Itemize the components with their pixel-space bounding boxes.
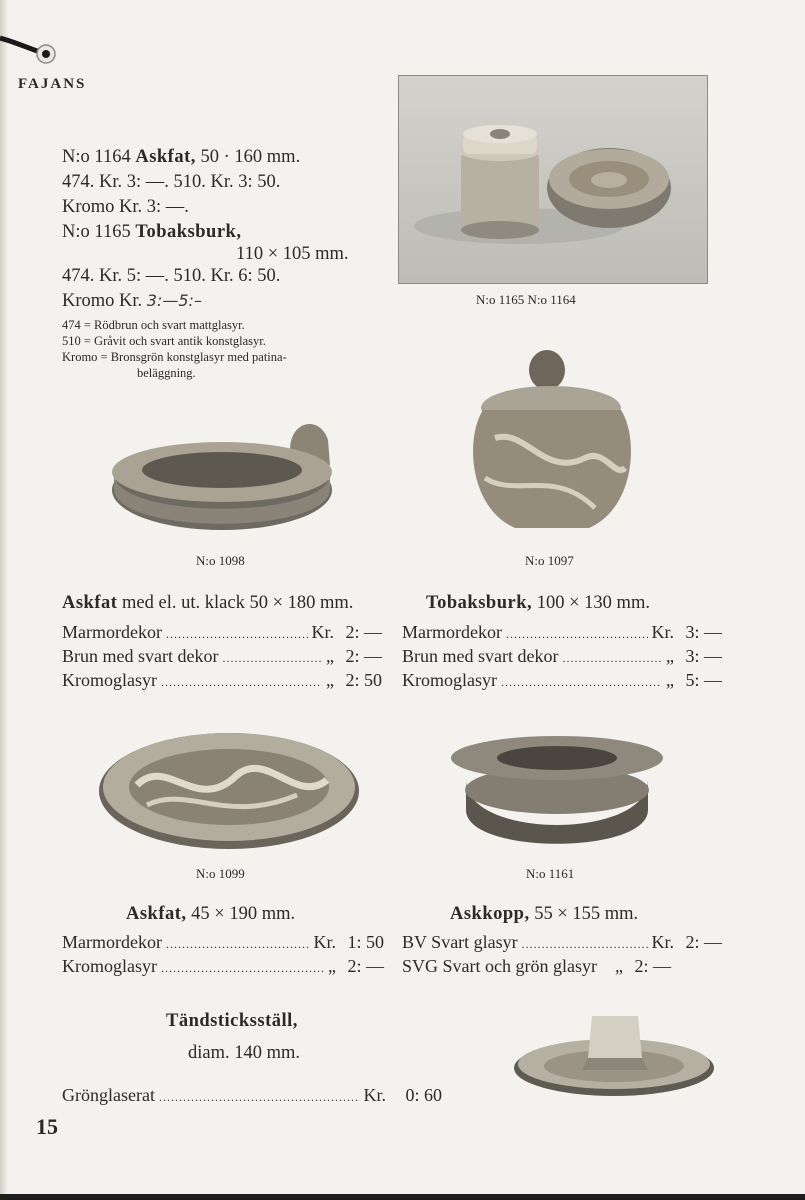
- glaze-note-kromo: Kromo = Bronsgrön konstglasyr med patina-: [62, 350, 287, 364]
- jar-and-ashtray-image: [399, 76, 707, 283]
- tobaksburk-title: Tobaksburk, 100 × 130 mm.: [426, 593, 650, 613]
- askkopp-pricelist: [402, 932, 722, 976]
- item-1165-line3: 474. Kr. 5: —. 510. Kr. 6: 50.: [62, 266, 281, 286]
- caption-1098: N:o 1098: [196, 553, 245, 568]
- glaze-note-510: 510 = Gråvit och svart antik konstglasyr.: [62, 334, 266, 348]
- item-1164-line2: 474. Kr. 3: —. 510. Kr. 3: 50.: [62, 172, 281, 192]
- askfat-klack-pricelist: [62, 622, 382, 694]
- tandsticksstall-title: Tändsticksställ,: [166, 1011, 298, 1031]
- price-row: Marmordekor ..... Kr. 1: 50: [62, 932, 384, 956]
- caption-1165-1164: N:o 1165 N:o 1164: [476, 292, 576, 307]
- match-holder-image: [512, 1010, 716, 1100]
- tobacco-jar-1097-image: [465, 348, 643, 538]
- caption-1099: N:o 1099: [196, 866, 245, 881]
- askfat-45-title: Askfat, 45 × 190 mm.: [126, 904, 296, 924]
- price-row: SVG Svart och grön glasyr „ 2: —: [402, 956, 671, 976]
- marbled-ashtray-1099-image: [97, 725, 361, 853]
- price-row: Kromoglasyr ..... „ 2: —: [62, 956, 384, 980]
- page-edge: [0, 0, 8, 1200]
- glaze-note-kromo-cont: beläggning.: [137, 366, 196, 380]
- price-row: BV Svart glasyr ..... Kr. 2: —: [402, 932, 722, 956]
- item-1164-line1: N:o 1164 Askfat, 50 · 160 mm.: [62, 147, 301, 167]
- binding-string-icon: [0, 30, 70, 80]
- price-row: Kromoglasyr ..... „ 5: —: [402, 670, 722, 694]
- section-header: FAJANS: [18, 76, 87, 92]
- askkopp-title: Askkopp, 55 × 155 mm.: [450, 904, 639, 924]
- item-1165-line1: N:o 1165 Tobaksburk,: [62, 222, 242, 242]
- item-1165-size: 110 × 105 mm.: [236, 244, 349, 264]
- caption-1097: N:o 1097: [525, 553, 574, 568]
- price-row: Brun med svart dekor ..... „ 3: —: [402, 646, 722, 670]
- tandsticksstall-pricelist: [62, 1085, 442, 1109]
- price-row: Grönglaserat ..... Kr. 0: 60: [62, 1085, 442, 1109]
- ashtray-1098-image: [108, 410, 340, 545]
- price-row: Brun med svart dekor ..... „ 2: —: [62, 646, 382, 670]
- handwritten-price: 3:—5:–: [146, 291, 202, 310]
- price-row: Marmordekor ..... Kr. 3: —: [402, 622, 722, 646]
- page-number: 15: [36, 1114, 58, 1139]
- tobaksburk-pricelist: [402, 622, 722, 694]
- glaze-note-474: 474 = Rödbrun och svart mattglasyr.: [62, 318, 245, 332]
- price-row: Marmordekor ..... Kr. 2: —: [62, 622, 382, 646]
- item-1164-line3: Kromo Kr. 3: —.: [62, 197, 189, 217]
- item-1165-line4: Kromo Kr. 3:—5:–: [62, 291, 202, 311]
- askfat-klack-title: Askfat med el. ut. klack 50 × 180 mm.: [62, 593, 354, 613]
- product-photo-1165-1164: [398, 75, 708, 284]
- price-row: Kromoglasyr ..... „ 2: 50: [62, 670, 382, 694]
- bottom-edge: [0, 1194, 805, 1200]
- tandsticksstall-size: diam. 140 mm.: [188, 1043, 301, 1063]
- ash-cup-1161-image: [448, 730, 666, 852]
- caption-1161: N:o 1161: [526, 866, 575, 881]
- askfat-45-pricelist: [62, 932, 384, 980]
